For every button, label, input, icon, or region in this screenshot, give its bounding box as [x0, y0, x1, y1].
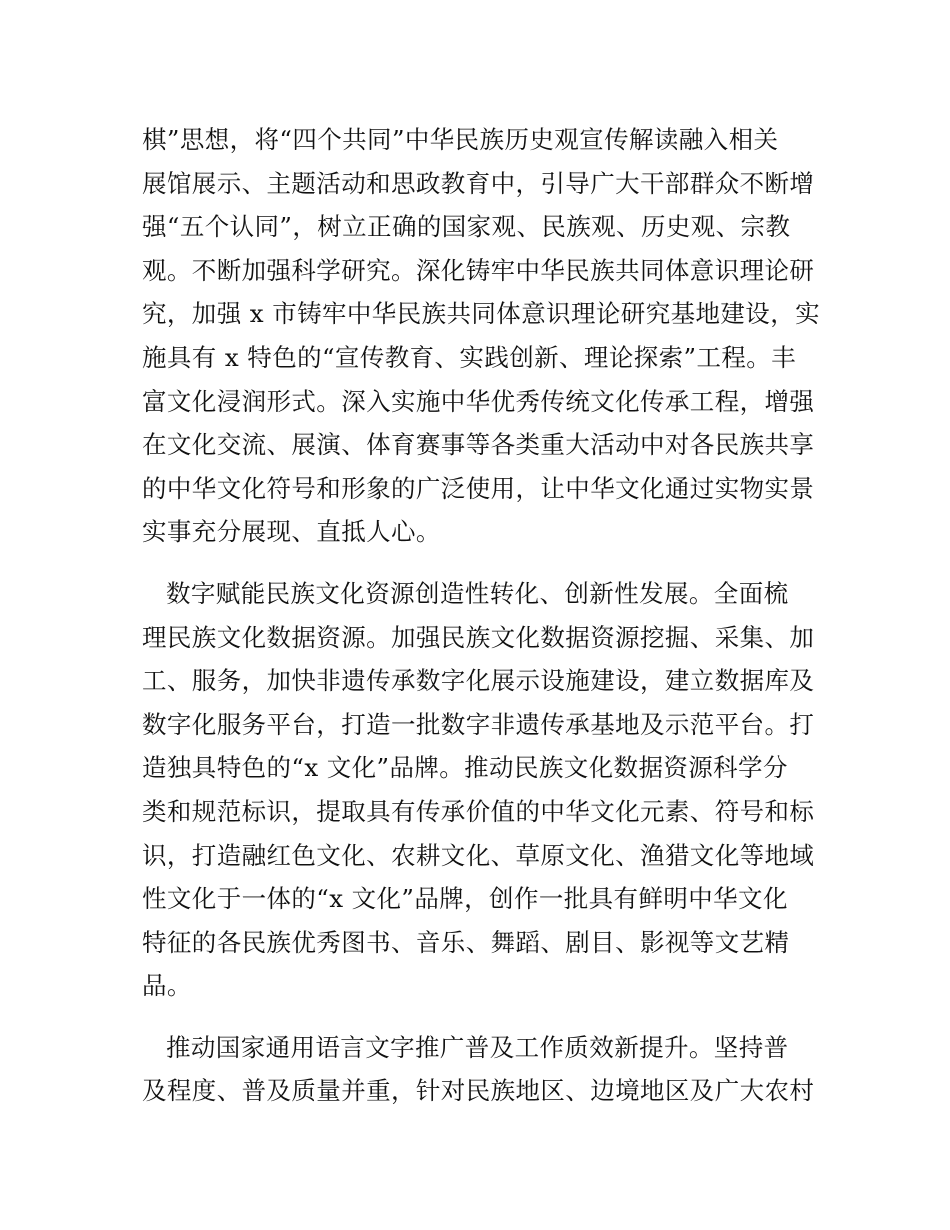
text-line: 工、服务，加快非遗传承数字化展示设施建设，建立数据库及 — [142, 666, 815, 696]
paragraph — [142, 1026, 822, 1113]
text-line: 特征的各民族优秀图书、音乐、舞蹈、剧目、影视等文艺精 — [142, 927, 790, 957]
text-line: 识，打造融红色文化、农耕文化、草原文化、渔猎文化等地域 — [142, 840, 815, 870]
text-line: 及程度、普及质量并重，针对民族地区、边境地区及广大农村 — [142, 1076, 815, 1106]
text-line: 数字化服务平台，打造一批数字非遗传承基地及示范平台。打 — [142, 709, 815, 739]
document-body — [142, 118, 822, 1113]
text-line: 观。不断加强科学研究。深化铸牢中华民族共同体意识理论研 — [142, 255, 815, 285]
paragraph — [142, 572, 822, 1008]
text-line: 数字赋能民族文化资源创造性转化、创新性发展。全面梳 — [166, 578, 789, 608]
text-line: 类和规范标识，提取具有传承价值的中华文化元素、符号和标 — [142, 796, 815, 826]
text-line: 实事充分展现、直抵人心。 — [142, 517, 441, 547]
text-line: 理民族文化数据资源。加强民族文化数据资源挖掘、采集、加 — [142, 622, 815, 652]
text-line: 的中华文化符号和形象的广泛使用，让中华文化通过实物实景 — [142, 473, 815, 503]
text-line: 施具有 x 特色的“宣传教育、实践创新、理论探索”工程。丰 — [142, 342, 797, 372]
text-line: 推动国家通用语言文字推广普及工作质效新提升。坚持普 — [166, 1032, 789, 1062]
text-line: 造独具特色的“x 文化”品牌。推动民族文化数据资源科学分 — [142, 753, 788, 783]
text-line: 性文化于一体的“x 文化”品牌，创作一批具有鲜明中华文化 — [142, 884, 788, 914]
paragraph-spacer — [142, 554, 822, 572]
text-line: 究，加强 x 市铸牢中华民族共同体意识理论研究基地建设，实 — [142, 299, 820, 329]
paragraph-spacer — [142, 1008, 822, 1026]
text-line: 在文化交流、展演、体育赛事等各类重大活动中对各民族共享 — [142, 430, 815, 460]
text-line: 展馆展示、主题活动和思政教育中，引导广大干部群众不断增 — [142, 168, 815, 198]
text-line: 品。 — [142, 971, 192, 1001]
text-line: 强“五个认同”，树立正确的国家观、民族观、历史观、宗教 — [142, 212, 791, 242]
text-line: 棋”思想，将“四个共同”中华民族历史观宣传解读融入相关 — [142, 125, 779, 154]
paragraph — [142, 118, 822, 554]
text-line: 富文化浸润形式。深入实施中华优秀传统文化传承工程，增强 — [142, 386, 815, 416]
